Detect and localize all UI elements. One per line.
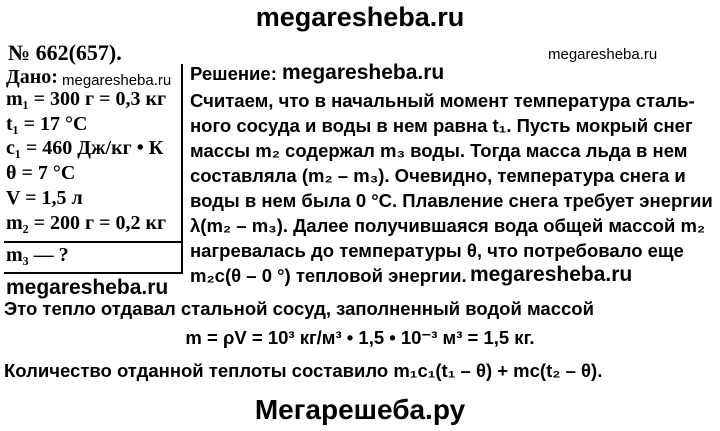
solution-line: массы m₂ содержал m₃ воды. Тогда масса льда в нем: [190, 140, 688, 161]
given-line: V = 1,5 л: [6, 187, 83, 209]
solution-line: воды в нем была 0 °С. Плавление снега требует энергии: [190, 190, 713, 211]
solution-conclusion: Количество отданной теплоты составило m₁c₁(t₁ – θ) + mc(t₂ – θ).: [4, 360, 603, 381]
solution-line: Считаем, что в начальный момент температура сталь-: [190, 90, 695, 111]
solution-line: нагревалась до температуры θ, что потребовало еще: [190, 240, 684, 261]
given-heading: Дано:: [6, 66, 58, 88]
watermark-solution-inline: megaresheba.ru: [282, 61, 445, 84]
solution-line: m₂c(θ – 0 °) тепловой энергии.: [190, 265, 467, 286]
given-solution-separator: [181, 64, 183, 274]
given-line: c₁ = 460 Дж/кг • К: [6, 137, 164, 159]
problem-number: № 662(657).: [8, 40, 122, 65]
solution-line: составляла (m₂ – m₃). Очевидно, температура снега и: [190, 165, 686, 186]
watermark-top: megaresheba.ru: [255, 2, 465, 32]
watermark-small-right: megaresheba.ru: [548, 46, 658, 63]
solution-line: λ(m₂ – m₃). Далее получившаяся вода общей массой m₂: [190, 215, 706, 236]
solution-heading: Решение:: [190, 63, 277, 84]
given-line: t₁ = 17 °С: [6, 113, 88, 135]
solution-formula: m = ρV = 10³ кг/м³ • 1,5 • 10⁻³ м³ = 1,5 кг.: [185, 327, 535, 348]
watermark-bottom: Мегарешеба.ру: [254, 394, 466, 425]
given-line: θ = 7 °С: [6, 162, 76, 184]
watermark-small-given: megaresheba.ru: [62, 72, 172, 89]
given-bottom-line: [4, 272, 181, 274]
given-find: m₃ — ?: [6, 244, 69, 266]
watermark-middle-left: megaresheba.ru: [6, 276, 169, 299]
given-line: m₁ = 300 г = 0,3 кг: [6, 88, 167, 110]
given-divider: [4, 241, 181, 243]
solution-continuation: Это тепло отдавал стальной сосуд, заполненный водой массой: [4, 298, 594, 319]
watermark-middle-right: megaresheba.ru: [470, 263, 633, 286]
given-line: m₂ = 200 г = 0,2 кг: [6, 212, 167, 234]
solution-line: ного сосуда и воды в нем равна t₁. Пусть мокрый снег: [190, 115, 693, 136]
